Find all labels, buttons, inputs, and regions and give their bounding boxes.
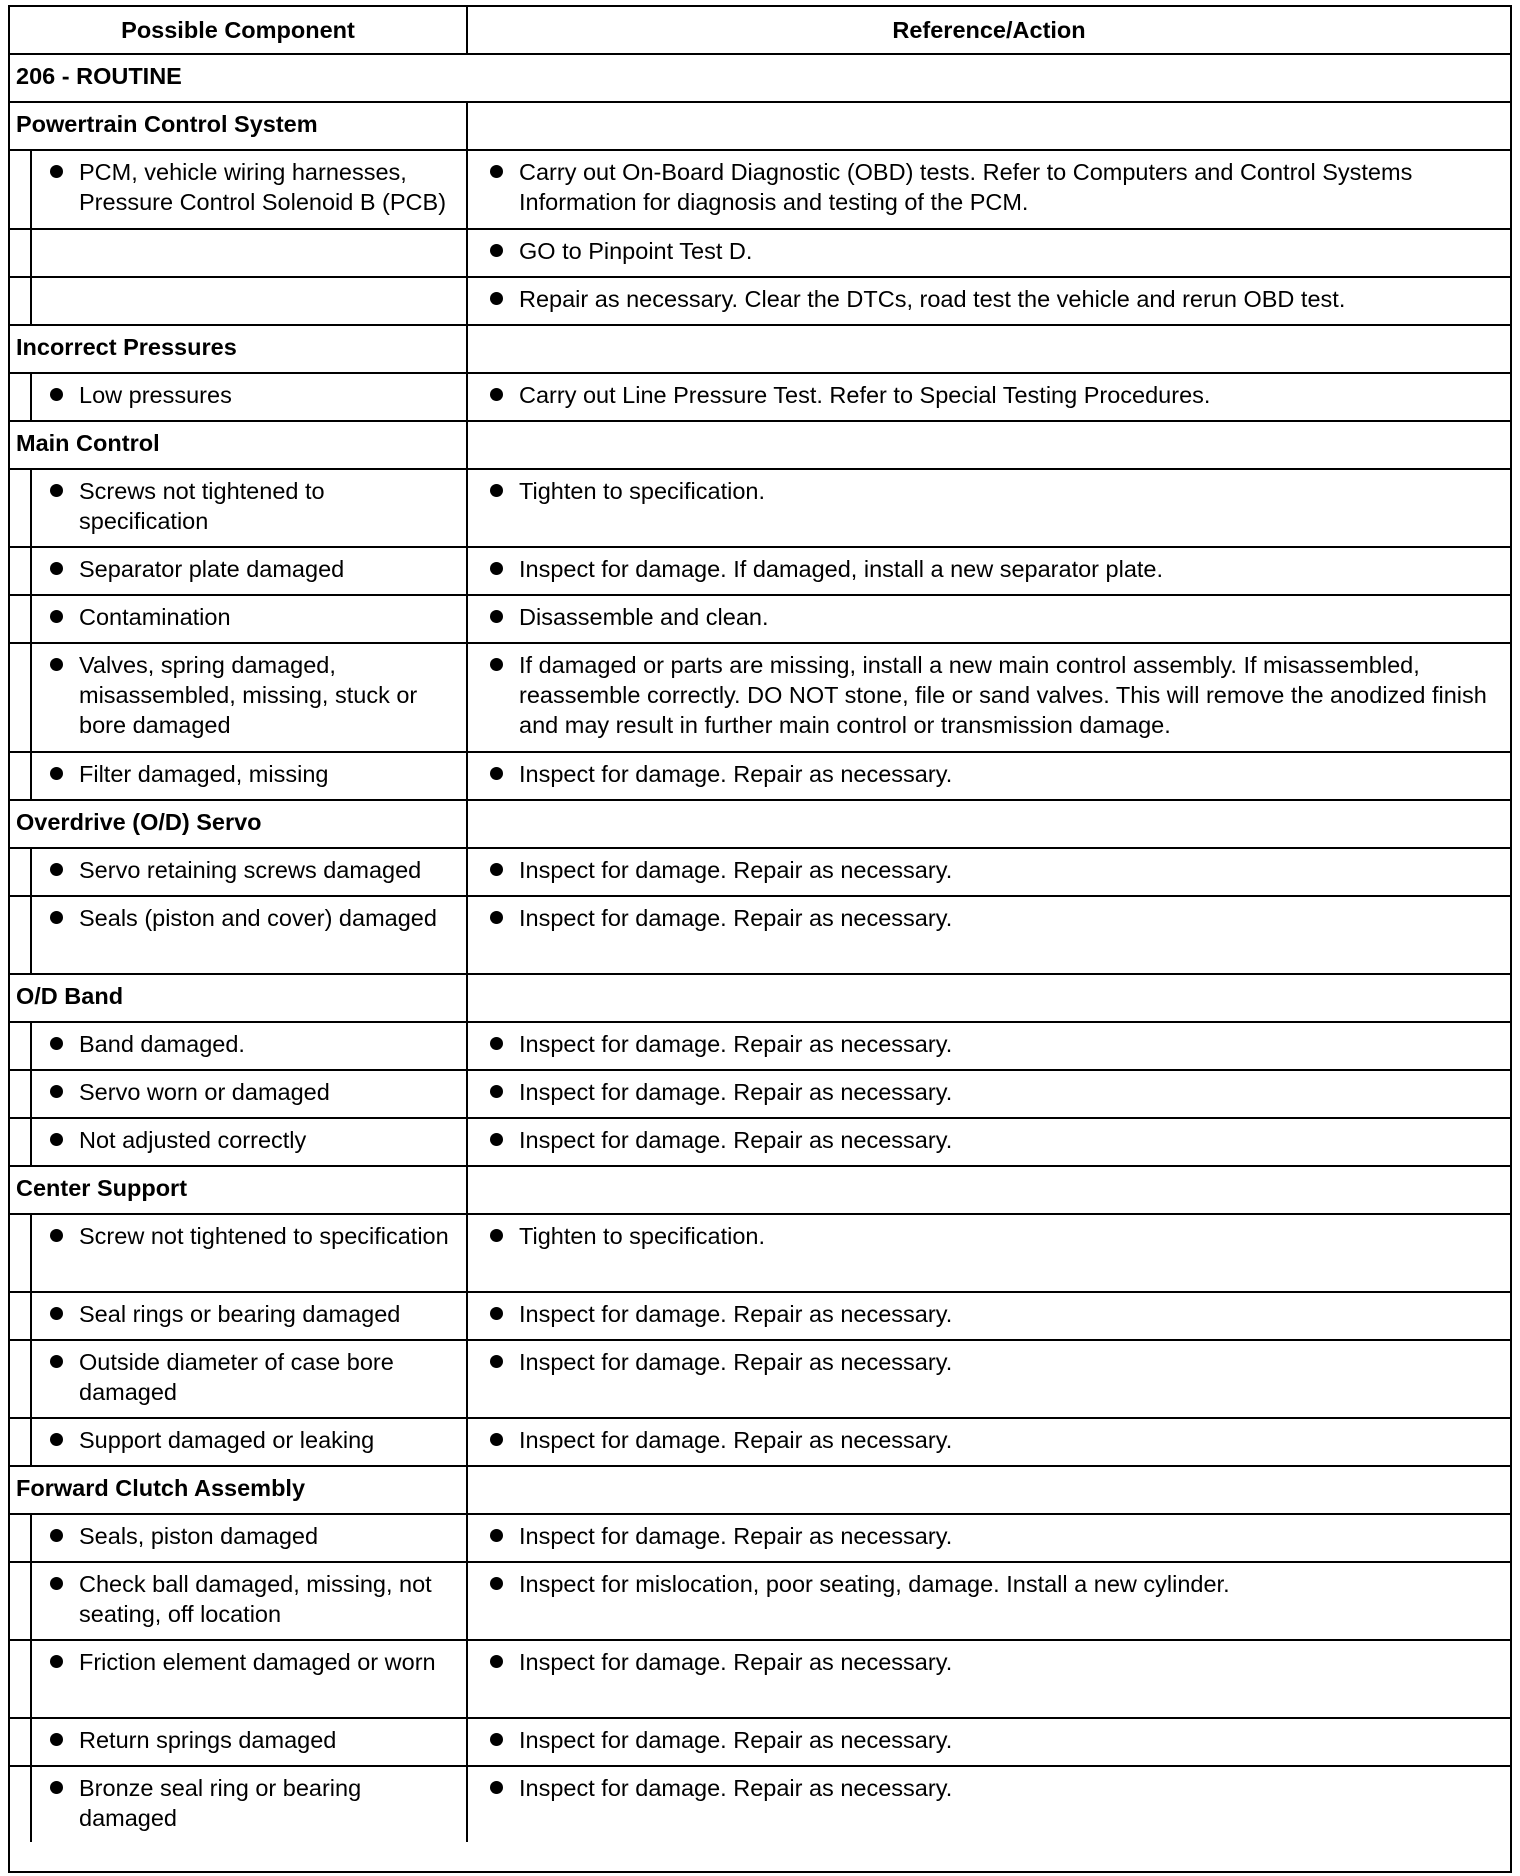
action-item bbox=[490, 1077, 1502, 1107]
bullet-icon bbox=[50, 1307, 63, 1320]
column-divider bbox=[466, 849, 468, 895]
component-text: Valves, spring damaged, misassembled, missing, stuck or bore damaged bbox=[79, 652, 418, 738]
action-text: GO to Pinpoint Test D. bbox=[519, 238, 753, 264]
action-item bbox=[490, 284, 1502, 314]
indent-divider bbox=[30, 374, 32, 420]
indent-divider bbox=[30, 1023, 32, 1069]
indent-divider bbox=[30, 1341, 32, 1417]
component-text: Return springs damaged bbox=[79, 1727, 337, 1753]
section-row bbox=[10, 326, 1510, 374]
indent-divider bbox=[30, 1641, 32, 1717]
action-text: Inspect for damage. Repair as necessary. bbox=[519, 905, 953, 931]
component-item bbox=[50, 1221, 460, 1251]
action-item bbox=[490, 1569, 1502, 1599]
component-item bbox=[50, 554, 460, 584]
action-item bbox=[490, 1773, 1502, 1803]
bullet-icon bbox=[50, 863, 63, 876]
component-text: Band damaged. bbox=[79, 1031, 245, 1057]
column-divider bbox=[466, 1563, 468, 1639]
indent-divider bbox=[30, 230, 32, 276]
bullet-icon bbox=[490, 1577, 503, 1590]
bullet-icon bbox=[490, 863, 503, 876]
column-divider bbox=[466, 596, 468, 642]
section-row bbox=[10, 801, 1510, 849]
column-divider bbox=[466, 753, 468, 799]
bullet-icon bbox=[490, 1655, 503, 1668]
table-title-row bbox=[10, 55, 1510, 103]
bullet-icon bbox=[490, 484, 503, 497]
column-divider bbox=[466, 801, 468, 847]
component-text: Seal rings or bearing damaged bbox=[79, 1301, 401, 1327]
action-item bbox=[490, 903, 1502, 933]
indent-divider bbox=[30, 278, 32, 324]
column-divider bbox=[466, 1641, 468, 1717]
action-item bbox=[490, 602, 1502, 632]
action-text: Carry out On-Board Diagnostic (OBD) tests. Refer to Computers and Control Systems Information for diagnosis and testing of the PCM. bbox=[519, 159, 1413, 215]
component-item bbox=[50, 759, 460, 789]
component-item bbox=[50, 1725, 460, 1755]
action-item bbox=[490, 380, 1502, 410]
indent-divider bbox=[30, 470, 32, 546]
bullet-icon bbox=[490, 1229, 503, 1242]
column-divider bbox=[466, 230, 468, 276]
component-item bbox=[50, 650, 460, 740]
action-item bbox=[490, 1647, 1502, 1677]
section-row bbox=[10, 1467, 1510, 1515]
column-divider bbox=[466, 1719, 468, 1765]
column-divider bbox=[466, 374, 468, 420]
table-header-row bbox=[10, 7, 1510, 55]
component-text: Seals, piston damaged bbox=[79, 1523, 319, 1549]
section-row bbox=[10, 103, 1510, 151]
indent-divider bbox=[30, 1515, 32, 1561]
component-text: Not adjusted correctly bbox=[79, 1127, 307, 1153]
section-row bbox=[10, 975, 1510, 1023]
indent-divider bbox=[30, 753, 32, 799]
bullet-icon bbox=[490, 292, 503, 305]
action-text: Inspect for damage. Repair as necessary. bbox=[519, 1523, 953, 1549]
component-text: Bronze seal ring or bearing damaged bbox=[79, 1775, 362, 1831]
column-divider bbox=[466, 1119, 468, 1165]
table-row bbox=[10, 548, 1510, 596]
component-item bbox=[50, 157, 460, 217]
table-row bbox=[10, 278, 1510, 326]
bullet-icon bbox=[490, 388, 503, 401]
component-text: Contamination bbox=[79, 604, 231, 630]
component-text: Screw not tightened to specification bbox=[79, 1223, 449, 1249]
component-text: Servo retaining screws damaged bbox=[79, 857, 422, 883]
table-row bbox=[10, 374, 1510, 422]
component-text: Screws not tightened to specification bbox=[79, 478, 325, 534]
action-text: Inspect for damage. Repair as necessary. bbox=[519, 1649, 953, 1675]
bullet-icon bbox=[50, 1577, 63, 1590]
column-divider bbox=[466, 1515, 468, 1561]
bullet-icon bbox=[490, 1781, 503, 1794]
action-text: Inspect for damage. Repair as necessary. bbox=[519, 1349, 953, 1375]
component-item bbox=[50, 1029, 460, 1059]
table-title: 206 - ROUTINE bbox=[16, 63, 182, 89]
table-row bbox=[10, 470, 1510, 548]
column-divider bbox=[466, 897, 468, 973]
table-row bbox=[10, 1419, 1510, 1467]
bullet-icon bbox=[490, 911, 503, 924]
action-text: Inspect for damage. Repair as necessary. bbox=[519, 857, 953, 883]
bullet-icon bbox=[490, 1355, 503, 1368]
table-row bbox=[10, 596, 1510, 644]
indent-divider bbox=[30, 1293, 32, 1339]
table-row bbox=[10, 1719, 1510, 1767]
action-item bbox=[490, 1725, 1502, 1755]
bullet-icon bbox=[50, 1781, 63, 1794]
component-item bbox=[50, 1125, 460, 1155]
action-text: Inspect for damage. If damaged, install a new separator plate. bbox=[519, 556, 1164, 582]
column-divider bbox=[466, 1467, 468, 1513]
table-row bbox=[10, 753, 1510, 801]
column-divider bbox=[466, 1167, 468, 1213]
action-item bbox=[490, 1221, 1502, 1251]
bullet-icon bbox=[50, 165, 63, 178]
column-divider bbox=[466, 151, 468, 228]
component-item bbox=[50, 1347, 460, 1407]
column-divider bbox=[466, 1293, 468, 1339]
bullet-icon bbox=[50, 1229, 63, 1242]
action-item bbox=[490, 1425, 1502, 1455]
action-text: Inspect for damage. Repair as necessary. bbox=[519, 761, 953, 787]
component-item bbox=[50, 476, 460, 536]
indent-divider bbox=[30, 1419, 32, 1465]
bullet-icon bbox=[50, 1133, 63, 1146]
bullet-icon bbox=[490, 658, 503, 671]
indent-divider bbox=[30, 897, 32, 973]
action-text: Inspect for damage. Repair as necessary. bbox=[519, 1775, 953, 1801]
component-text: PCM, vehicle wiring harnesses, Pressure Control Solenoid B (PCB) bbox=[79, 159, 447, 215]
component-item bbox=[50, 1299, 460, 1329]
bullet-icon bbox=[50, 911, 63, 924]
bullet-icon bbox=[490, 1733, 503, 1746]
bullet-icon bbox=[50, 1733, 63, 1746]
action-text: If damaged or parts are missing, install a new main control assembly. If misassembled, reassemble correctly. DO NOT stone, file or sand valves. This will remove the anodized finish and may result in further main control or transmission damage. bbox=[519, 652, 1487, 738]
component-item bbox=[50, 1647, 460, 1677]
action-item bbox=[490, 1125, 1502, 1155]
action-item bbox=[490, 476, 1502, 506]
bullet-icon bbox=[490, 1085, 503, 1098]
component-text: Low pressures bbox=[79, 382, 232, 408]
indent-divider bbox=[30, 1119, 32, 1165]
bullet-icon bbox=[490, 1133, 503, 1146]
component-text: Filter damaged, missing bbox=[79, 761, 329, 787]
section-title: Incorrect Pressures bbox=[16, 334, 237, 360]
bullet-icon bbox=[490, 244, 503, 257]
action-item bbox=[490, 759, 1502, 789]
action-text: Inspect for damage. Repair as necessary. bbox=[519, 1031, 953, 1057]
action-item bbox=[490, 157, 1502, 217]
section-title: Center Support bbox=[16, 1175, 188, 1201]
diagnosis-table bbox=[8, 5, 1512, 1873]
indent-divider bbox=[30, 596, 32, 642]
indent-divider bbox=[30, 849, 32, 895]
column-divider bbox=[466, 1341, 468, 1417]
action-text: Inspect for damage. Repair as necessary. bbox=[519, 1301, 953, 1327]
column-divider bbox=[466, 470, 468, 546]
bullet-icon bbox=[490, 1307, 503, 1320]
section-title: Powertrain Control System bbox=[16, 111, 318, 137]
bullet-icon bbox=[490, 1529, 503, 1542]
column-divider bbox=[466, 103, 468, 149]
table-row bbox=[10, 230, 1510, 278]
table-row bbox=[10, 897, 1510, 975]
column-divider bbox=[466, 278, 468, 324]
table-row bbox=[10, 1071, 1510, 1119]
table-row bbox=[10, 644, 1510, 753]
column-divider bbox=[466, 1419, 468, 1465]
table-row bbox=[10, 1641, 1510, 1719]
bullet-icon bbox=[50, 1355, 63, 1368]
bullet-icon bbox=[50, 562, 63, 575]
bullet-icon bbox=[50, 484, 63, 497]
section-title: Forward Clutch Assembly bbox=[16, 1475, 306, 1501]
indent-divider bbox=[30, 1719, 32, 1765]
bullet-icon bbox=[50, 388, 63, 401]
action-text: Tighten to specification. bbox=[519, 478, 766, 504]
indent-divider bbox=[30, 1767, 32, 1842]
bullet-icon bbox=[50, 1433, 63, 1446]
column-divider bbox=[466, 1767, 468, 1842]
bullet-icon bbox=[50, 1037, 63, 1050]
bullet-icon bbox=[50, 658, 63, 671]
header-reference-action: Reference/Action bbox=[892, 17, 1086, 43]
component-item bbox=[50, 1521, 460, 1551]
bullet-icon bbox=[490, 610, 503, 623]
component-item bbox=[50, 380, 460, 410]
action-text: Inspect for damage. Repair as necessary. bbox=[519, 1427, 953, 1453]
component-item bbox=[50, 1569, 460, 1629]
table-row bbox=[10, 1023, 1510, 1071]
column-divider bbox=[466, 1023, 468, 1069]
table-row bbox=[10, 1515, 1510, 1563]
bullet-icon bbox=[490, 767, 503, 780]
component-text: Seals (piston and cover) damaged bbox=[79, 905, 437, 931]
column-divider bbox=[466, 548, 468, 594]
component-item bbox=[50, 855, 460, 885]
bullet-icon bbox=[50, 610, 63, 623]
bullet-icon bbox=[490, 1037, 503, 1050]
table-row bbox=[10, 1341, 1510, 1419]
table-row bbox=[10, 1767, 1510, 1842]
component-text: Servo worn or damaged bbox=[79, 1079, 330, 1105]
component-item bbox=[50, 602, 460, 632]
indent-divider bbox=[30, 1215, 32, 1291]
component-text: Outside diameter of case bore damaged bbox=[79, 1349, 394, 1405]
bullet-icon bbox=[490, 562, 503, 575]
indent-divider bbox=[30, 644, 32, 751]
table-row bbox=[10, 1563, 1510, 1641]
action-item bbox=[490, 650, 1502, 740]
bullet-icon bbox=[50, 767, 63, 780]
column-divider bbox=[466, 422, 468, 468]
component-item bbox=[50, 1077, 460, 1107]
section-title: Overdrive (O/D) Servo bbox=[16, 809, 262, 835]
bullet-icon bbox=[50, 1529, 63, 1542]
column-divider bbox=[466, 1071, 468, 1117]
component-text: Support damaged or leaking bbox=[79, 1427, 375, 1453]
section-title: Main Control bbox=[16, 430, 160, 456]
action-item bbox=[490, 236, 1502, 266]
component-text: Separator plate damaged bbox=[79, 556, 345, 582]
action-item bbox=[490, 554, 1502, 584]
column-divider bbox=[466, 326, 468, 372]
component-text: Check ball damaged, missing, not seating, off location bbox=[79, 1571, 432, 1627]
component-item bbox=[50, 1425, 460, 1455]
table-row bbox=[10, 1215, 1510, 1293]
component-text: Friction element damaged or worn bbox=[79, 1649, 436, 1675]
column-divider bbox=[466, 1215, 468, 1291]
table-row bbox=[10, 151, 1510, 230]
action-text: Tighten to specification. bbox=[519, 1223, 766, 1249]
action-item bbox=[490, 855, 1502, 885]
bullet-icon bbox=[50, 1085, 63, 1098]
action-text: Disassemble and clean. bbox=[519, 604, 769, 630]
indent-divider bbox=[30, 151, 32, 228]
indent-divider bbox=[30, 1563, 32, 1639]
bullet-icon bbox=[490, 165, 503, 178]
action-text: Repair as necessary. Clear the DTCs, road test the vehicle and rerun OBD test. bbox=[519, 286, 1346, 312]
table-row bbox=[10, 849, 1510, 897]
section-row bbox=[10, 422, 1510, 470]
section-title: O/D Band bbox=[16, 983, 124, 1009]
column-divider bbox=[466, 975, 468, 1021]
component-item bbox=[50, 903, 460, 933]
component-item bbox=[50, 1773, 460, 1833]
section-row bbox=[10, 1167, 1510, 1215]
action-text: Inspect for mislocation, poor seating, damage. Install a new cylinder. bbox=[519, 1571, 1230, 1597]
action-text: Carry out Line Pressure Test. Refer to Special Testing Procedures. bbox=[519, 382, 1211, 408]
action-item bbox=[490, 1029, 1502, 1059]
indent-divider bbox=[30, 1071, 32, 1117]
action-item bbox=[490, 1299, 1502, 1329]
column-divider bbox=[466, 644, 468, 751]
table-row bbox=[10, 1293, 1510, 1341]
action-text: Inspect for damage. Repair as necessary. bbox=[519, 1127, 953, 1153]
action-item bbox=[490, 1521, 1502, 1551]
action-text: Inspect for damage. Repair as necessary. bbox=[519, 1079, 953, 1105]
indent-divider bbox=[30, 548, 32, 594]
action-item bbox=[490, 1347, 1502, 1377]
bullet-icon bbox=[50, 1655, 63, 1668]
table-row bbox=[10, 1119, 1510, 1167]
header-possible-component: Possible Component bbox=[121, 17, 355, 43]
bullet-icon bbox=[490, 1433, 503, 1446]
action-text: Inspect for damage. Repair as necessary. bbox=[519, 1727, 953, 1753]
